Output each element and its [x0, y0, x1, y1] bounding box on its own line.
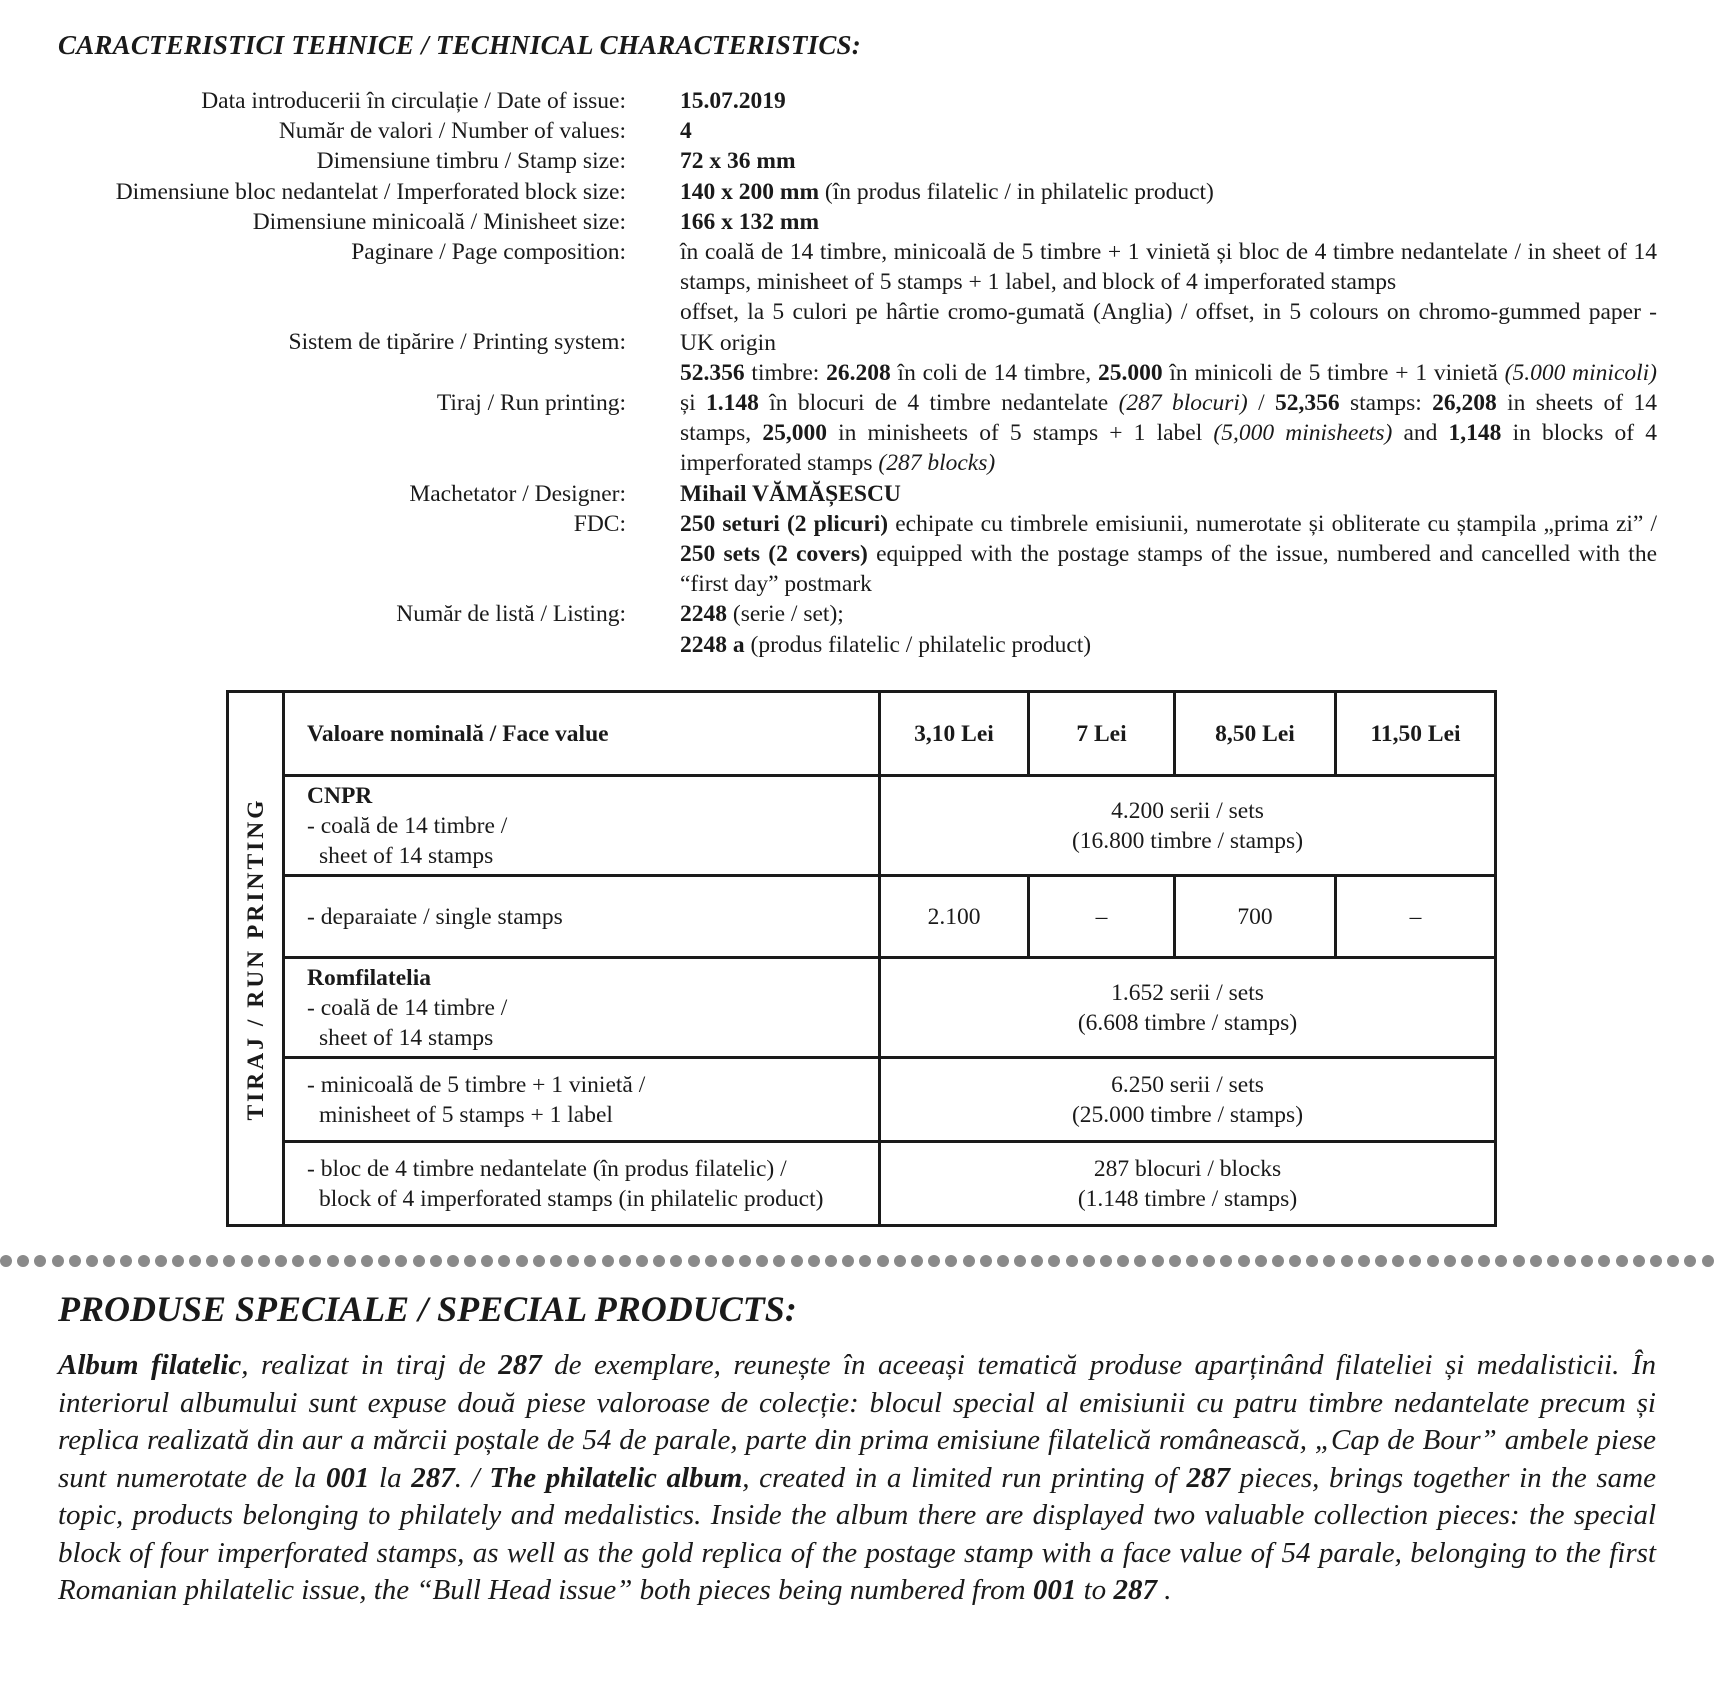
- table-row: [228, 776, 1496, 876]
- divider-dot: [1650, 1255, 1662, 1267]
- divider-dot: [842, 1255, 854, 1267]
- special-text: , created in a limited run printing of: [742, 1461, 1187, 1494]
- single-value-1: 2.100: [880, 876, 1029, 958]
- run-text: /: [1247, 390, 1275, 417]
- row-line: sheet of 14 stamps: [319, 1024, 494, 1051]
- divider-dot: [241, 1255, 253, 1267]
- divider-dot: [1066, 1255, 1078, 1267]
- value-line: (16.800 timbre / stamps): [1071, 827, 1304, 854]
- divider-dot: [447, 1255, 459, 1267]
- fdc-count: 250 sets (2 covers): [680, 541, 868, 568]
- single-value-3: 700: [1175, 876, 1336, 958]
- special-text: to: [1076, 1574, 1114, 1606]
- special-products-heading: PRODUSE SPECIALE / SPECIAL PRODUCTS:: [58, 1289, 797, 1329]
- special-text: .: [1156, 1574, 1172, 1606]
- divider-dot: [1289, 1255, 1301, 1267]
- side-label-cell: [228, 692, 284, 1226]
- special-number: 287: [1186, 1461, 1231, 1494]
- divider-dot: [1014, 1255, 1026, 1267]
- run-text: stamps:: [1339, 390, 1433, 417]
- spec-value: [680, 207, 1657, 237]
- value-line: (6.608 timbre / stamps): [1077, 1009, 1298, 1036]
- spec-row-printing-system: [0, 297, 1718, 357]
- row-value: [880, 1142, 1496, 1226]
- run-note: (287 blocks): [878, 450, 996, 477]
- run-text: în minicoli de 5 timbre + 1 vinietă: [1162, 359, 1505, 386]
- divider-dot: [103, 1255, 115, 1267]
- divider-dot: [1134, 1255, 1146, 1267]
- spec-value: [680, 146, 1657, 176]
- divider-dot: [808, 1255, 820, 1267]
- divider-dot: [1564, 1255, 1576, 1267]
- table-header-row: [228, 692, 1496, 776]
- value-line: 287 blocuri / blocks: [1093, 1155, 1282, 1182]
- divider-dot: [1530, 1255, 1542, 1267]
- divider-dot: [189, 1255, 201, 1267]
- divider-dot: [0, 1255, 12, 1267]
- divider-dot: [963, 1255, 975, 1267]
- block-size-value: 140 x 200 mm: [680, 178, 820, 205]
- run-text: in blocks of 4 imperforated stamps: [680, 420, 1657, 477]
- divider-dot: [378, 1255, 390, 1267]
- divider-dot: [773, 1255, 785, 1267]
- face-value-3: 8,50 Lei: [1175, 692, 1336, 776]
- divider-dot: [1547, 1255, 1559, 1267]
- row-description: [284, 776, 880, 876]
- divider-dot: [120, 1255, 132, 1267]
- special-number: 287: [411, 1461, 455, 1494]
- divider-dot: [636, 1255, 648, 1267]
- spec-value: [680, 358, 1657, 479]
- spec-value: [680, 86, 1657, 116]
- divider-dot: [980, 1255, 992, 1267]
- run-printing-table: [226, 690, 1497, 1227]
- divider-dot: [584, 1255, 596, 1267]
- divider-dot: [825, 1255, 837, 1267]
- divider-dot: [1186, 1255, 1198, 1267]
- divider-dot: [1375, 1255, 1387, 1267]
- divider-dot: [327, 1255, 339, 1267]
- face-value-4: 11,50 Lei: [1336, 692, 1496, 776]
- row-description: - deparaiate / single stamps: [284, 876, 880, 958]
- specs-list: [0, 86, 1718, 660]
- value-line: 6.250 serii / sets: [1111, 1071, 1264, 1098]
- run-note: (5,000 minisheets): [1213, 420, 1393, 447]
- divider-dot: [688, 1255, 700, 1267]
- value-line: 1.652 serii / sets: [1111, 979, 1264, 1006]
- table-row: [228, 1142, 1496, 1226]
- spec-row-minisheet-size: [0, 207, 1718, 237]
- divider-dot: [602, 1255, 614, 1267]
- divider-dot: [1461, 1255, 1473, 1267]
- divider-dot: [430, 1255, 442, 1267]
- spec-value: offset, la 5 culori pe hârtie cromo-gumată (Anglia) / offset, in 5 colours on chromo-gummed paper - UK origin: [680, 299, 1657, 356]
- face-value-header: Valoare nominală / Face value: [284, 692, 880, 776]
- spec-label: Dimensiune timbru / Stamp size:: [316, 148, 626, 175]
- divider-dot: [258, 1255, 270, 1267]
- special-text: la: [369, 1461, 412, 1494]
- divider-dot: [550, 1255, 562, 1267]
- row-value: [880, 958, 1496, 1058]
- spec-label: Dimensiune minicoală / Minisheet size:: [252, 208, 626, 235]
- single-value-4: –: [1336, 876, 1496, 958]
- run-text: and: [1392, 420, 1449, 447]
- divider-dot: [138, 1255, 150, 1267]
- run-text: în blocuri de 4 timbre nedantelate: [758, 390, 1119, 417]
- spec-value: [680, 509, 1657, 600]
- face-value-1: 3,10 Lei: [880, 692, 1029, 776]
- run-text: timbre:: [744, 359, 827, 386]
- run-text: in minisheets of 5 stamps + 1 label: [826, 420, 1214, 447]
- spec-label: Număr de listă / Listing:: [396, 601, 626, 628]
- divider-dot: [928, 1255, 940, 1267]
- run-text: in sheets of 14 stamps,: [680, 390, 1657, 447]
- run-note: (287 blocuri): [1118, 390, 1248, 417]
- run-number: 25.000: [1097, 359, 1163, 386]
- date-value: 15.07.2019: [680, 88, 786, 114]
- values-value: 4: [680, 118, 692, 145]
- run-number: 26.208: [826, 359, 891, 386]
- technical-characteristics-heading: CARACTERISTICI TEHNICE / TECHNICAL CHARACTERISTICS:: [58, 30, 861, 60]
- spec-label: FDC:: [573, 510, 626, 537]
- divider-dot: [275, 1255, 287, 1267]
- row-description: [284, 958, 880, 1058]
- divider-dot: [1048, 1255, 1060, 1267]
- run-total: 52,356: [1274, 390, 1340, 417]
- divider-dot: [395, 1255, 407, 1267]
- spec-value: [680, 479, 1657, 509]
- divider-dot: [1117, 1255, 1129, 1267]
- dotted-divider: [0, 1254, 1718, 1268]
- spec-row-listing-2: [0, 630, 1718, 660]
- run-number: 25,000: [762, 420, 827, 447]
- spec-row-fdc: [0, 509, 1718, 600]
- special-text: , realizat in tiraj de: [241, 1349, 499, 1381]
- divider-dot: [1083, 1255, 1095, 1267]
- divider-dot: [86, 1255, 98, 1267]
- listing-number: 2248 a: [680, 631, 745, 658]
- spec-row-stamp-size: [0, 146, 1718, 176]
- row-line: sheet of 14 stamps: [319, 842, 494, 869]
- special-number: 001: [1032, 1574, 1077, 1606]
- face-value-2: 7 Lei: [1029, 692, 1175, 776]
- listing-note: (produs filatelic / philatelic product): [744, 631, 1092, 658]
- divider-dot: [481, 1255, 493, 1267]
- single-value-2: –: [1029, 876, 1175, 958]
- divider-dot: [619, 1255, 631, 1267]
- special-number: 287: [1113, 1574, 1157, 1606]
- divider-dot: [413, 1255, 425, 1267]
- designer-value: Mihail VĂMĂȘESCU: [680, 480, 901, 507]
- divider-dot: [1169, 1255, 1181, 1267]
- run-text: și: [680, 390, 707, 417]
- album-title: Album filatelic: [58, 1349, 242, 1381]
- divider-dot: [756, 1255, 768, 1267]
- run-number: 1,148: [1448, 420, 1502, 447]
- divider-dot: [464, 1255, 476, 1267]
- divider-dot: [722, 1255, 734, 1267]
- run-number: 1.148: [706, 390, 759, 417]
- row-description: [284, 1142, 880, 1226]
- spec-row-block-size: [0, 177, 1718, 207]
- value-line: (25.000 timbre / stamps): [1071, 1101, 1304, 1128]
- divider-dot: [1495, 1255, 1507, 1267]
- divider-dot: [1152, 1255, 1164, 1267]
- divider-dot: [653, 1255, 665, 1267]
- special-number: 287: [498, 1349, 542, 1381]
- row-value: [880, 776, 1496, 876]
- divider-dot: [1238, 1255, 1250, 1267]
- table-row: [228, 958, 1496, 1058]
- divider-dot: [1633, 1255, 1645, 1267]
- divider-dot: [1702, 1255, 1714, 1267]
- run-printing-table-wrap: [226, 690, 1494, 1226]
- spec-value: în coală de 14 timbre, minicoală de 5 timbre + 1 vinietă și bloc de 4 timbre nedantelate / in sheet of 14 stamps, minisheet of 5 stamps + 1 label, and block of 4 imperforated stamps: [680, 239, 1657, 296]
- spec-label: Paginare / Page composition:: [351, 239, 626, 266]
- row-line: minisheet of 5 stamps + 1 label: [319, 1101, 613, 1128]
- value-line: (1.148 timbre / stamps): [1077, 1185, 1298, 1212]
- table-row: [228, 876, 1496, 958]
- divider-dot: [1341, 1255, 1353, 1267]
- row-title: Romfilatelia: [307, 964, 431, 991]
- row-title: CNPR: [307, 782, 373, 809]
- divider-dot: [34, 1255, 46, 1267]
- special-number: 001: [325, 1461, 370, 1494]
- row-line: block of 4 imperforated stamps (in philatelic product): [319, 1185, 824, 1212]
- fdc-text: equipped with the postage stamps of the issue, numbered and cancelled with the “first day” postmark: [680, 541, 1657, 598]
- divider-dot: [1220, 1255, 1232, 1267]
- run-total: 52.356: [680, 359, 745, 386]
- run-note: (5.000 minicoli): [1504, 359, 1658, 386]
- divider-dot: [859, 1255, 871, 1267]
- divider-dot: [498, 1255, 510, 1267]
- divider-dot: [1667, 1255, 1679, 1267]
- divider-dot: [17, 1255, 29, 1267]
- divider-dot: [1031, 1255, 1043, 1267]
- row-line: - bloc de 4 timbre nedantelate (în produs filatelic) /: [307, 1155, 787, 1182]
- divider-dot: [155, 1255, 167, 1267]
- divider-dot: [1409, 1255, 1421, 1267]
- divider-dot: [1272, 1255, 1284, 1267]
- special-text: de exemplare, reunește în aceeași tematică produse aparținând filateliei și medalisticii. În interiorul albumului sunt expuse două piese valoroase de colecție: blocul special al emisiunii cu patru timbre nedantelate precum și replica realizată din aur a mărcii poștale de 54 de parale, parte din prima emisiune filatelică românească, „Cap de Bour” ambele piese sunt numerotate de la: [58, 1349, 1656, 1494]
- spec-value: [680, 177, 1657, 207]
- spec-row-values: [0, 116, 1718, 146]
- spec-row-listing: [0, 599, 1718, 629]
- run-text: în coli de 14 timbre,: [890, 359, 1098, 386]
- divider-dot: [1306, 1255, 1318, 1267]
- fdc-text: echipate cu timbrele emisiunii, numerotate și obliterate cu ștampila „prima zi” /: [888, 510, 1658, 537]
- row-line: - minicoală de 5 timbre + 1 vinietă /: [307, 1071, 646, 1098]
- spec-row-run-printing: [0, 358, 1718, 479]
- divider-dot: [670, 1255, 682, 1267]
- divider-dot: [172, 1255, 184, 1267]
- divider-dot: [533, 1255, 545, 1267]
- divider-dot: [1323, 1255, 1335, 1267]
- spec-label-empty: [0, 630, 626, 660]
- block-size-note: (în produs filatelic / in philatelic product): [819, 178, 1214, 205]
- listing-number: 2248: [680, 601, 727, 628]
- spec-label: Sistem de tipărire / Printing system:: [288, 329, 626, 356]
- divider-dot: [1358, 1255, 1370, 1267]
- divider-dot: [791, 1255, 803, 1267]
- divider-dot: [1203, 1255, 1215, 1267]
- spec-value: [680, 630, 1657, 660]
- side-label: TIRAJ / RUN PRINTING: [242, 796, 269, 1121]
- divider-dot: [945, 1255, 957, 1267]
- divider-dot: [1392, 1255, 1404, 1267]
- row-line: - coală de 14 timbre /: [307, 994, 508, 1021]
- divider-dot: [309, 1255, 321, 1267]
- divider-dot: [997, 1255, 1009, 1267]
- divider-dot: [206, 1255, 218, 1267]
- divider-dot: [1444, 1255, 1456, 1267]
- minisheet-size-value: 166 x 132 mm: [680, 208, 820, 235]
- divider-dot: [69, 1255, 81, 1267]
- divider-dot: [344, 1255, 356, 1267]
- fdc-count: 250 seturi (2 plicuri): [680, 510, 889, 537]
- spec-row-page-composition: [0, 237, 1718, 297]
- spec-value: [680, 599, 1657, 629]
- special-text: pieces, brings together in the same topic, products belonging to philately and medalistics. Inside the album there are displayed two valuable collection pieces: the special block of four imperforated stamps, as well as the gold replica of the postage stamp with a face value of 54 parale, belonging to the first Romanian philatelic issue, the “Bull Head issue” both pieces being numbered from: [58, 1461, 1656, 1606]
- row-description: [284, 1058, 880, 1142]
- spec-row-designer: [0, 479, 1718, 509]
- spec-row-date: [0, 86, 1718, 116]
- listing-note: (serie / set);: [727, 601, 844, 628]
- divider-dot: [911, 1255, 923, 1267]
- divider-dot: [1100, 1255, 1112, 1267]
- spec-label: Machetator / Designer:: [409, 480, 626, 507]
- divider-dot: [894, 1255, 906, 1267]
- spec-label: Număr de valori / Number of values:: [278, 118, 626, 145]
- row-line: - coală de 14 timbre /: [307, 812, 508, 839]
- divider-dot: [1581, 1255, 1593, 1267]
- spec-value: [680, 116, 1657, 146]
- value-line: 4.200 serii / sets: [1111, 797, 1264, 824]
- spec-label: Data introducerii în circulație / Date of issue:: [201, 88, 626, 114]
- divider-dot: [1598, 1255, 1610, 1267]
- divider-dot: [1513, 1255, 1525, 1267]
- run-number: 26,208: [1432, 390, 1497, 417]
- spec-label: Tiraj / Run printing:: [436, 389, 626, 416]
- divider-dot: [705, 1255, 717, 1267]
- divider-dot: [52, 1255, 64, 1267]
- divider-dot: [739, 1255, 751, 1267]
- stamp-size-value: 72 x 36 mm: [680, 148, 796, 175]
- divider-dot: [1616, 1255, 1628, 1267]
- divider-dot: [361, 1255, 373, 1267]
- spec-label: Dimensiune bloc nedantelat / Imperforated block size:: [115, 178, 626, 205]
- special-text: . /: [454, 1461, 490, 1494]
- divider-dot: [877, 1255, 889, 1267]
- divider-dot: [223, 1255, 235, 1267]
- album-title: The philatelic album: [489, 1461, 743, 1494]
- divider-dot: [1478, 1255, 1490, 1267]
- divider-dot: [516, 1255, 528, 1267]
- row-value: [880, 1058, 1496, 1142]
- divider-dot: [292, 1255, 304, 1267]
- special-products-text: [58, 1347, 1656, 1610]
- divider-dot: [1255, 1255, 1267, 1267]
- table-row: [228, 1058, 1496, 1142]
- divider-dot: [1427, 1255, 1439, 1267]
- divider-dot: [567, 1255, 579, 1267]
- divider-dot: [1684, 1255, 1696, 1267]
